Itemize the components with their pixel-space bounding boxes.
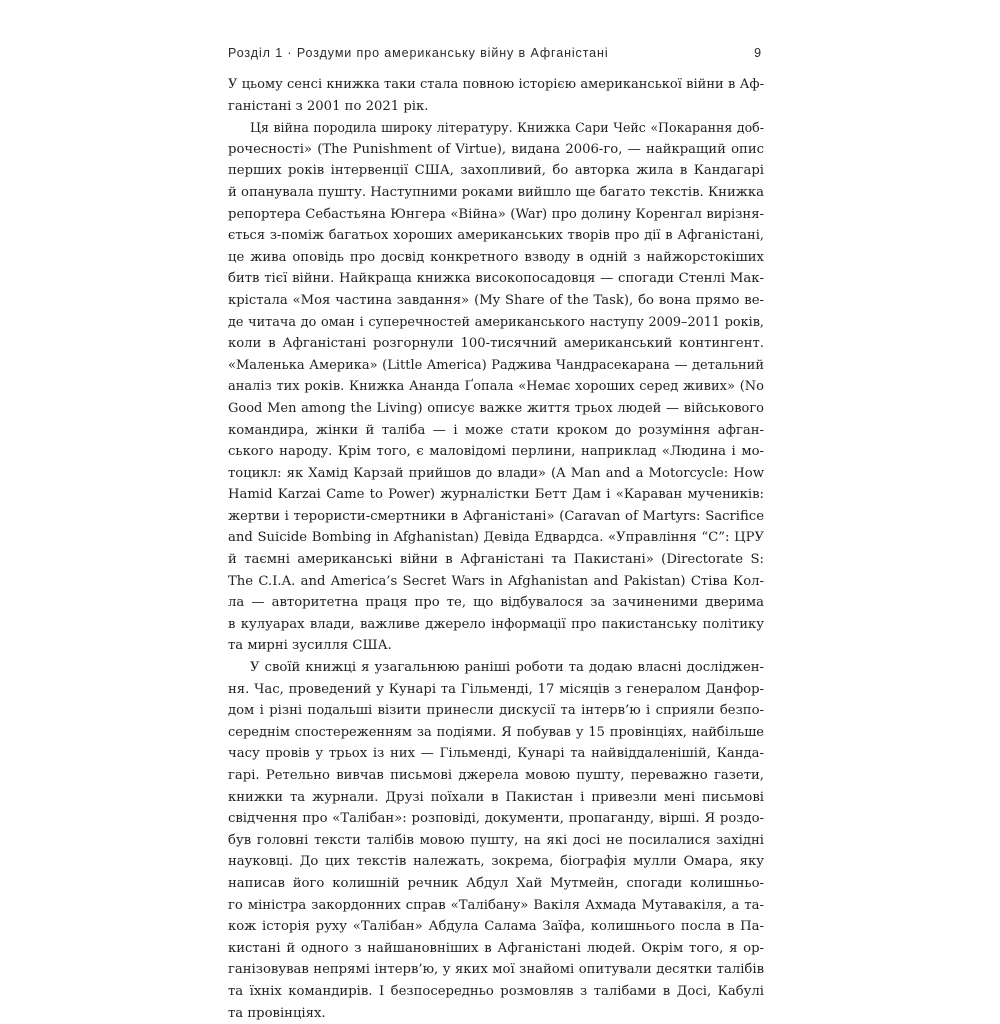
text-line: Hamid Karzai Came to Power) журналістки Бетт Дам і «Караван мучеників:	[228, 487, 764, 503]
book-page	[228, 0, 764, 1021]
paragraph	[228, 657, 764, 1024]
text-line: й таємні американські війни в Афганістані та Пакистані» (Directorate S:	[228, 552, 764, 568]
text-line: and Suicide Bombing in Afghanistan) Девіда Едвардса. «Управління “С”: ЦРУ	[228, 530, 764, 546]
text-line: битв тієї війни. Найкраща книжка високопосадовця — спогади Стенлі Мак-	[228, 271, 764, 287]
text-line: та мирні зусилля США.	[228, 638, 392, 654]
text-line: ганізовував непрямі інтерв’ю, у яких мої знайомі опитували десятки талібів	[228, 962, 764, 978]
body-text	[228, 74, 764, 1024]
text-line: науковці. До цих текстів належать, зокрема, біографія мулли Омара, яку	[228, 854, 764, 870]
text-line: кистані й одного з найшановніших в Афганістані людей. Окрім того, я ор-	[228, 940, 764, 956]
running-head	[228, 46, 764, 68]
text-line: тоцикл: як Хамід Карзай прийшов до влади» (A Man and a Motorcycle: How	[228, 465, 764, 481]
text-line: свідчення про «Талібан»: розповіді, документи, пропаганду, вірші. Я роздо-	[228, 811, 764, 827]
text-line: «Маленька Америка» (Little America) Раджива Чандрасекарана — детальний	[228, 357, 764, 373]
text-line: коли в Афганістані розгорнули 100-тисячний американський контингент.	[228, 336, 764, 352]
text-line: жертви і терористи-смертники в Афганістані» (Caravan of Martyrs: Sacrifice	[228, 508, 764, 524]
text-line: аналіз тих років. Книжка Ананда Ґопала «Немає хороших серед живих» (No	[228, 379, 764, 395]
page-number: 9	[754, 46, 762, 60]
text-line: репортера Себастьяна Юнгера «Війна» (War) про долину Коренгал вирізня-	[228, 206, 764, 222]
text-line: рочесності» (The Punishment of Virtue), видана 2006-го, — найкращий опис	[228, 141, 764, 157]
text-line: книжки та журнали. Друзі поїхали в Пакистан і привезли мені письмові	[228, 789, 764, 805]
text-line: ського народу. Крім того, є маловідомі перлини, наприклад «Людина і мо-	[228, 444, 764, 460]
text-line: та провінціях.	[228, 1005, 326, 1021]
text-line: це жива оповідь про досвід конкретного взводу в одній з найжорстокіших	[228, 249, 764, 265]
chapter-title: Розділ 1 · Роздуми про американську війну в Афганістані	[228, 46, 609, 60]
text-line: середнім спостереженням за подіями. Я побував у 15 провінціях, найбільше	[228, 724, 764, 740]
text-line: й опанувала пушту. Наступними роками вийшло ще багато текстів. Книжка	[228, 184, 764, 200]
text-line: перших років інтервенції США, захопливий, бо авторка жила в Кандагарі	[228, 163, 764, 179]
paragraph	[228, 74, 764, 117]
text-line: командира, жінки й таліба — і може стати кроком до розуміння афган-	[228, 422, 764, 438]
text-line: ганістані з 2001 по 2021 рік.	[228, 98, 429, 114]
text-line: та їхніх командирів. І безпосередньо розмовляв з талібами в Досі, Кабулі	[228, 983, 764, 999]
text-line: The C.I.A. and America’s Secret Wars in Afghanistan and Pakistan) Стіва Кол-	[228, 573, 764, 589]
text-line: ня. Час, проведений у Кунарі та Гільменді, 17 місяців з генералом Данфор-	[228, 681, 764, 697]
text-line: часу провів у трьох із них — Гільменді, Кунарі та найвіддаленішій, Канда-	[228, 746, 764, 762]
text-line: був головні тексти талібів мовою пушту, на які досі не посилалися західні	[228, 832, 764, 848]
text-line: в кулуарах влади, важливе джерело інформації про пакистанську політику	[228, 616, 764, 632]
text-line: де читача до оман і суперечностей американського наступу 2009–2011 років,	[228, 314, 764, 330]
text-line: крістала «Моя частина завдання» (My Share of the Task), бо вона прямо ве-	[228, 292, 764, 308]
text-line: гарі. Ретельно вивчав письмові джерела мовою пушту, переважно газети,	[228, 768, 764, 783]
text-line: ється з-поміж багатьох хороших американських творів про дії в Афганістані,	[228, 228, 764, 244]
text-line: У цьому сенсі книжка таки стала повною історією американської війни в Аф-	[228, 77, 764, 92]
text-line: Good Men among the Living) описує важке життя трьох людей — військового	[228, 400, 764, 416]
text-line: написав його колишній речник Абдул Хай Мутмейн, спогади колишньо-	[228, 875, 764, 891]
text-line: Ця війна породила широку літературу. Книжка Сари Чейс «Покарання доб-	[250, 120, 764, 136]
text-line: ла — авторитетна праця про те, що відбувалося за зачиненими дверима	[228, 595, 764, 611]
text-line: дом і різні подальші візити принесли дискусії та інтерв’ю і сприяли безпо-	[228, 703, 764, 719]
text-line: кож історія руху «Талібан» Абдула Салама Заїфа, колишнього посла в Па-	[228, 919, 764, 935]
text-line: У своїй книжці я узагальнюю раніші роботи та додаю власні досліджен-	[250, 660, 764, 676]
text-line: го міністра закордонних справ «Талібану» Вакіля Ахмада Мутавакіля, а та-	[228, 897, 764, 913]
paragraph	[228, 117, 764, 657]
